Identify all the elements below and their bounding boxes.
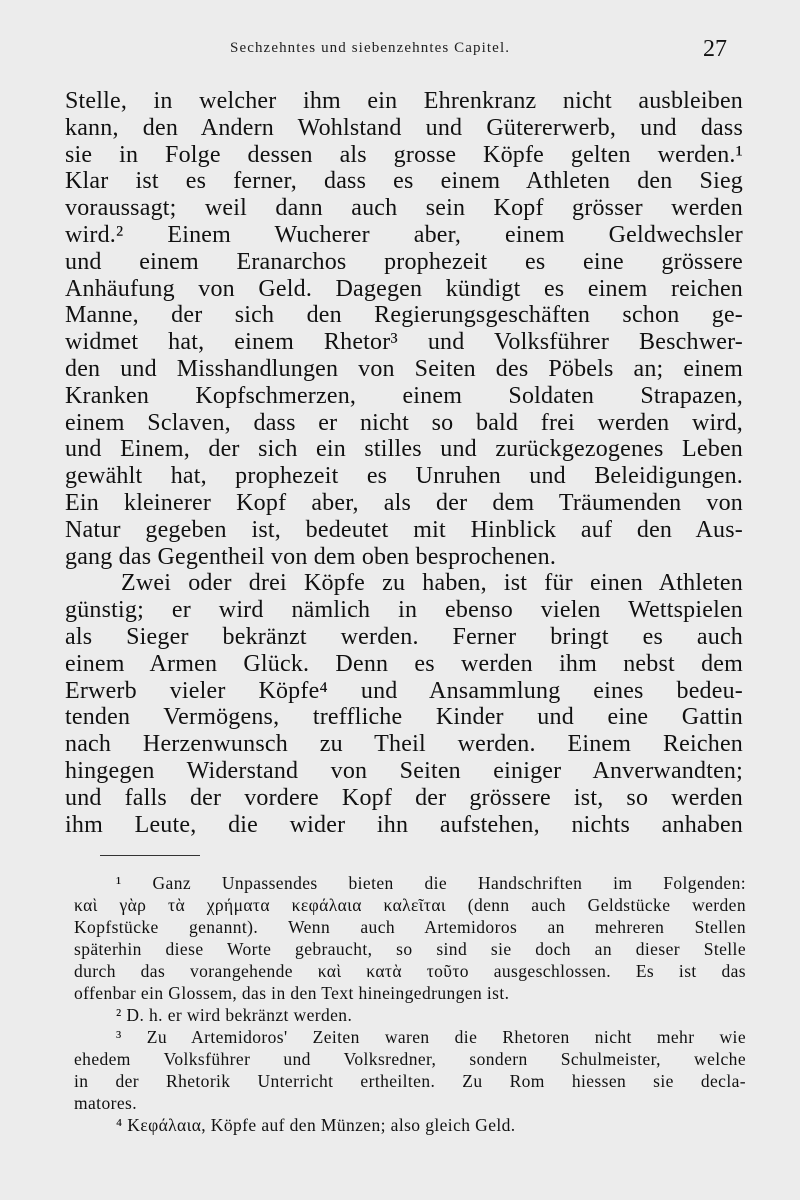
text-line: gang das Gegentheil von dem oben besprochenen. [65, 543, 557, 570]
text-line: Natur gegeben ist, bedeutet mit Hinblick auf den Aus- [65, 516, 743, 543]
text-line: Klar ist es ferner, dass es einem Athleten den Sieg [65, 168, 743, 195]
footnote-line: ¹ Ganz Unpassendes bieten die Handschriften im Folgenden: [116, 873, 746, 893]
text-line: günstig; er wird nämlich in ebenso vielen Wettspielen [65, 597, 743, 624]
text-line: einem Sclaven, dass er nicht so bald frei werden wird, [65, 409, 743, 436]
footnote-line: in der Rhetorik Unterricht ertheilten. Zu Rom hiessen sie decla- [74, 1071, 746, 1091]
text-line: ihm Leute, die wider ihn aufstehen, nichts anhaben [65, 811, 743, 838]
text-line: gewählt hat, prophezeit es Unruhen und Beleidigungen. [65, 463, 743, 490]
text-line: sie in Folge dessen als grosse Köpfe gelten werden.¹ [65, 141, 743, 168]
text-line: kann, den Andern Wohlstand und Gütererwerb, und dass [65, 114, 743, 141]
footnote-divider [100, 855, 200, 856]
text-line: Stelle, in welcher ihm ein Ehrenkranz nicht ausbleiben [65, 88, 743, 114]
footnote-line: ³ Zu Artemidoros' Zeiten waren die Rhetoren nicht mehr wie [116, 1027, 746, 1047]
footnote-line: καὶ γὰρ τὰ χρήματα κεφάλαια καλεῖται (denn auch Geldstücke werden [74, 895, 746, 915]
text-line: nach Herzenwunsch zu Theil werden. Einem Reichen [65, 731, 743, 758]
text-line: und falls der vordere Kopf der grössere ist, so werden [65, 784, 743, 811]
text-line: Kranken Kopfschmerzen, einem Soldaten Strapazen, [65, 382, 743, 409]
text-line: widmet hat, einem Rhetor³ und Volksführer Beschwer- [65, 329, 743, 356]
footnote-line: ehedem Volksführer und Volksredner, sondern Schulmeister, welche [74, 1049, 746, 1069]
footnotes [74, 872, 746, 1136]
text-line: Ein kleinerer Kopf aber, als der dem Träumenden von [65, 489, 743, 516]
text-line: Zwei oder drei Köpfe zu haben, ist für einen Athleten [121, 570, 743, 597]
footnote-line: Kopfstücke genannt). Wenn auch Artemidoros an mehreren Stellen [74, 917, 746, 937]
running-title: Sechzehntes und siebenzehntes Capitel. [230, 40, 511, 56]
text-line: tenden Vermögens, treffliche Kinder und eine Gattin [65, 704, 743, 731]
text-line: einem Armen Glück. Denn es werden ihm nebst dem [65, 650, 743, 677]
page-number: 27 [703, 36, 727, 62]
text-line: Anhäufung von Geld. Dagegen kündigt es einem reichen [65, 275, 743, 302]
footnote-line: matores. [74, 1093, 137, 1113]
text-line: Erwerb vieler Köpfe⁴ und Ansammlung eines bedeu- [65, 677, 743, 704]
text-line: und einem Eranarchos prophezeit es eine grössere [65, 248, 743, 275]
footnote-line: ² D. h. er wird bekränzt werden. [116, 1005, 353, 1025]
running-head [0, 38, 800, 62]
text-line: als Sieger bekränzt werden. Ferner bringt es auch [65, 623, 743, 650]
footnote-line: späterhin diese Worte gebraucht, so sind sie doch an dieser Stelle [74, 939, 746, 959]
text-line: voraussagt; weil dann auch sein Kopf grösser werden [65, 195, 743, 222]
text-line: und Einem, der sich ein stilles und zurückgezogenes Leben [65, 436, 743, 463]
main-text [65, 88, 743, 838]
text-line: hingegen Widerstand von Seiten einiger Anverwandten; [65, 757, 743, 784]
footnote-line: durch das vorangehende καὶ κατὰ τοῦτο ausgeschlossen. Es ist das [74, 961, 746, 981]
footnote-line: ⁴ Κεφάλαια, Köpfe auf den Münzen; also gleich Geld. [116, 1115, 516, 1135]
text-line: Manne, der sich den Regierungsgeschäften schon ge- [65, 302, 743, 329]
text-line: wird.² Einem Wucherer aber, einem Geldwechsler [65, 221, 743, 248]
text-line: den und Misshandlungen von Seiten des Pöbels an; einem [65, 355, 743, 382]
footnote-line: offenbar ein Glossem, das in den Text hineingedrungen ist. [74, 983, 510, 1003]
